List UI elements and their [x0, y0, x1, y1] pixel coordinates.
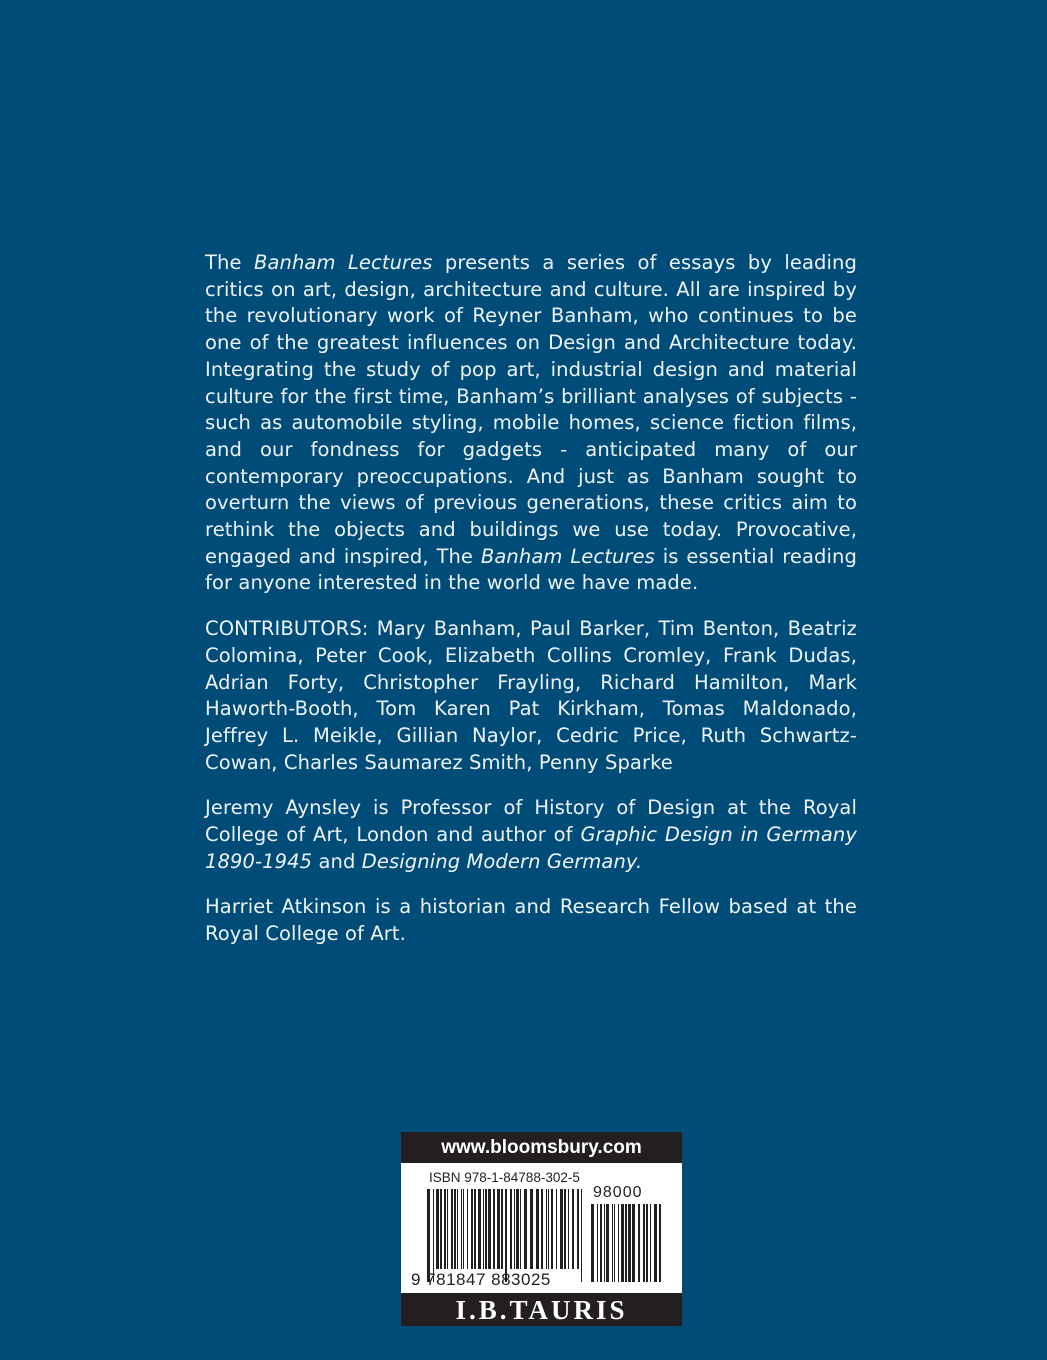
barcode-bar [451, 1189, 453, 1269]
barcode-bar [497, 1189, 500, 1269]
publisher-website: www.bloomsbury.com [401, 1132, 682, 1163]
barcode-bar [564, 1189, 566, 1269]
barcode-bar [643, 1204, 645, 1282]
barcode-bar [483, 1189, 484, 1269]
publisher-logo: I.B.TAURIS [401, 1293, 682, 1326]
barcode-bar [467, 1189, 468, 1269]
series-title: Banham Lectures [253, 251, 433, 274]
book-title: Designing Modern Germany. [361, 849, 643, 873]
series-title: Banham Lectures [480, 544, 655, 568]
editor-bio-atkinson: Harriet Atkinson is a historian and Research Fellow based at the Royal College of Art. [205, 895, 857, 946]
barcode-bar [474, 1189, 476, 1269]
barcode-bar [560, 1189, 563, 1269]
barcode-bar [604, 1204, 605, 1282]
barcode-bar [457, 1189, 458, 1269]
barcode-bar [440, 1189, 442, 1269]
back-cover-text [205, 250, 857, 967]
barcode-bar [659, 1204, 661, 1282]
barcode-bar [493, 1189, 495, 1269]
barcode-bar [510, 1189, 512, 1269]
barcode-bar [600, 1204, 602, 1282]
barcode-bar [485, 1189, 487, 1269]
barcode-bar [433, 1189, 434, 1282]
barcode-bar [625, 1204, 627, 1282]
barcode-bar [541, 1189, 543, 1269]
barcode-bar [551, 1189, 553, 1269]
isbn-digits: 9 781847 883025 [411, 1270, 551, 1289]
barcode-panel [401, 1132, 682, 1326]
barcode-bar [638, 1204, 640, 1282]
barcode-bar [514, 1189, 515, 1269]
barcode-bar [520, 1189, 521, 1269]
barcode-bar [618, 1204, 619, 1282]
barcode-bar [463, 1189, 464, 1269]
barcode-bar [628, 1204, 631, 1282]
editor-bio-aynsley: Jeremy Aynsley is Professor of History of Design at the Royal College of Art, London and author of Graphic Design in Germany 1890-1945 and Designing Modern Germany. [205, 796, 858, 873]
barcode-bar [556, 1189, 557, 1269]
barcode-bar [530, 1189, 533, 1269]
barcode-bar [524, 1189, 527, 1269]
isbn-label: ISBN 978-1-84788-302-5 [429, 1170, 580, 1185]
barcode-bar [501, 1189, 503, 1269]
price-code: 98000 [593, 1184, 643, 1201]
barcode-bar [478, 1189, 481, 1269]
barcode-bar [612, 1204, 613, 1282]
barcode-bar [606, 1204, 609, 1282]
barcode-bar [454, 1189, 456, 1269]
barcode-bar [488, 1189, 491, 1269]
barcode-bar [548, 1189, 549, 1269]
contributors-paragraph: CONTRIBUTORS: Mary Banham, Paul Barker, Tim Benton, Beatriz Colomina, Peter Cook, Elizabeth Collins Cromley, Frank Dudas, Adrian Forty, Christopher Frayling, Richard Hamilton, Mark Haworth-Booth, Tom Karen Pat Kirkham, Tomas Maldonado, Jeffrey L. Meikle, Gillian Naylor, Cedric Price, Ruth Schwartz-Cowan, Charles Saumarez Smith, Penny Sparke [205, 617, 857, 774]
barcode-bar [581, 1189, 582, 1282]
barcode-bar [650, 1204, 651, 1282]
barcode-bar [632, 1204, 635, 1282]
barcode-bar [436, 1189, 439, 1269]
barcode-bar [427, 1189, 430, 1282]
barcode-bar [471, 1189, 473, 1269]
barcode-bar [505, 1189, 507, 1282]
barcode-bar [577, 1189, 579, 1269]
barcode-bar [614, 1204, 615, 1282]
description-paragraph: The Banham Lectures presents a series of essays by leading critics on art, design, architecture and culture. All are inspired by the revolutionary work of Reyner Banham, who continues to be one of the greatest influences on Design and Architecture today. Integrating the study of pop art, industrial design and material culture for the first time, Banham’s brilliant analyses of subjects - such as automobile styling, mobile homes, science fiction films, and our fondness for gadgets - anticipated many of our contemporary preoccupations. And just as Banham sought to overturn the views of previous generations, these critics aim to rethink the objects and buildings we use today. Provocative, engaged and inspired, The Banham Lectures is essential reading for anyone interested in the world we have made. [205, 251, 857, 595]
book-title: Graphic Design in Germany 1890-1945 [205, 823, 858, 873]
barcode-bar [572, 1189, 574, 1269]
barcode-bar [568, 1189, 569, 1269]
barcode-bar [447, 1189, 448, 1269]
barcode-bar [461, 1189, 462, 1269]
barcode-bar [591, 1204, 594, 1282]
barcode-bar [516, 1189, 519, 1269]
barcode-bar [444, 1189, 446, 1269]
barcode-bar [536, 1189, 539, 1269]
barcode-bar [654, 1204, 657, 1282]
barcode-bar [546, 1189, 547, 1269]
barcode-bar [621, 1204, 624, 1282]
barcode-bar [597, 1204, 598, 1282]
barcode-bar [646, 1204, 648, 1282]
